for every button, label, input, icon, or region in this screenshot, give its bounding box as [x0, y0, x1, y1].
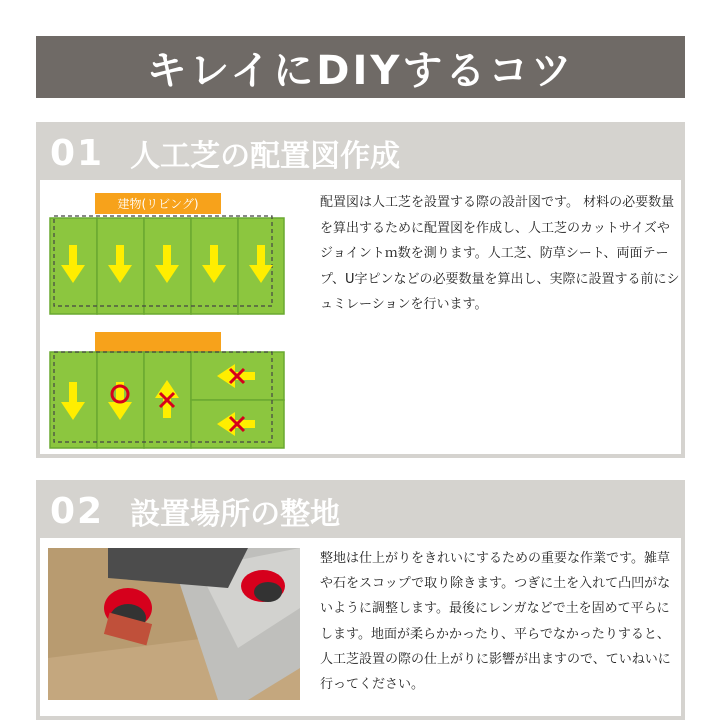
- section-title: 設置場所の整地: [130, 497, 341, 532]
- section-body-text: 整地は仕上がりをきれいにするための重要な作業です。雑草や石をスコップで取り除きます。つぎに土を入れて凸凹がないように調整します。最後にレンガなどで土を固めて平らにします。地面が柔らかかったり、平らでなかったりすると、人工芝設置の際の仕上がりに影響が出ますので、ていねいに行ってください。: [320, 551, 671, 693]
- section-ground-leveling: [36, 480, 685, 720]
- section-number: 01: [50, 132, 105, 174]
- section-number: 02: [50, 490, 105, 532]
- section-layout-plan: [36, 122, 685, 458]
- worker-placing-brick-photo: [48, 548, 300, 700]
- building-box-bottom: [95, 332, 221, 352]
- section-body-text: 配置図は人工芝を設置する際の設計図です。 材料の必要数量を算出するために配置図を作成し、人工芝のカットサイズやジョイントｍ数を測ります。人工芝、防草シート、両面テープ、U字ピンなどの必要数量を算出し、実際に設置する前にシュミレーションを行います。: [320, 195, 680, 312]
- section-header: [40, 126, 681, 180]
- building-label: 建物(リビング): [117, 197, 199, 211]
- section-header: [40, 484, 681, 538]
- turf-layout-diagram: [46, 188, 286, 453]
- page-title: キレイにDIYするコツ: [36, 36, 685, 98]
- section-title: 人工芝の配置図作成: [130, 139, 401, 174]
